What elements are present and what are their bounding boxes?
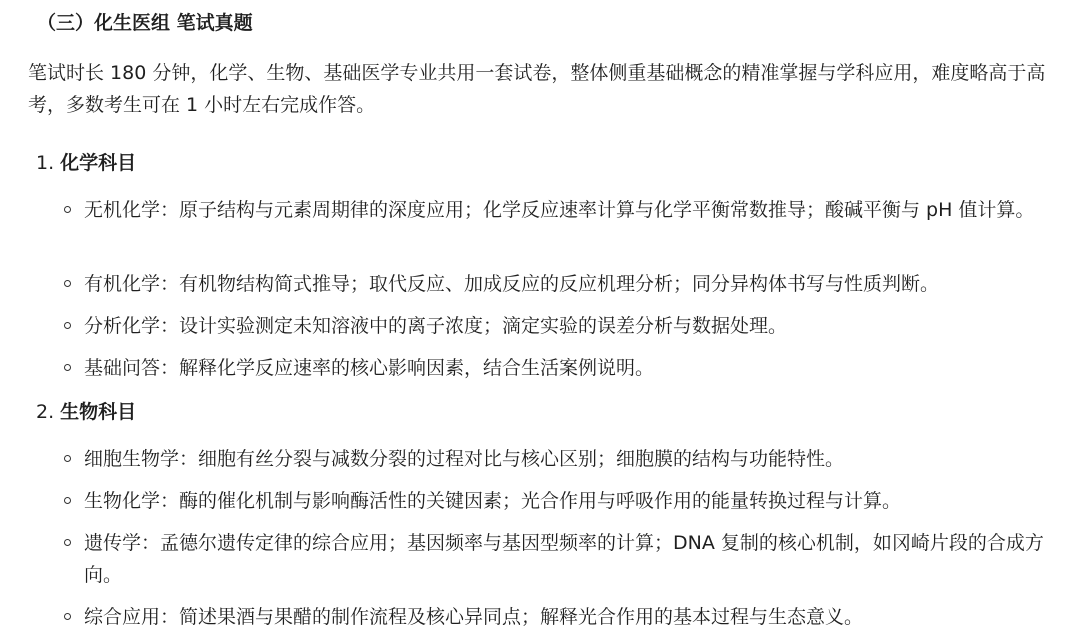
list-item-text: 分析化学：设计实验测定未知溶液中的离子浓度；滴定实验的误差分析与数据处理。 — [84, 315, 788, 337]
circle-bullet-icon — [64, 497, 71, 504]
circle-bullet-icon — [64, 322, 71, 329]
circle-bullet-icon — [64, 280, 71, 287]
circle-bullet-icon — [64, 206, 71, 213]
list-item — [64, 443, 1058, 475]
list-item-text: 生物化学：酶的催化机制与影响酶活性的关键因素；光合作用与呼吸作用的能量转换过程与计算。 — [84, 490, 902, 512]
circle-bullet-icon — [64, 455, 71, 462]
list-item — [64, 601, 1058, 633]
circle-bullet-icon — [64, 613, 71, 620]
list-item-text: 遗传学：孟德尔遗传定律的综合应用；基因频率与基因型频率的计算；DNA 复制的核心机制，如冈崎片段的合成方向。 — [84, 532, 1044, 586]
intro-paragraph: 笔试时长 180 分钟，化学、生物、基础医学专业共用一套试卷，整体侧重基础概念的精准掌握与学科应用，难度略高于高考，多数考生可在 1 小时左右完成作答。 — [28, 62, 1046, 116]
list-item-text: 有机化学：有机物结构简式推导；取代反应、加成反应的反应机理分析；同分异构体书写与性质判断。 — [84, 273, 940, 295]
section-heading: （三）化生医组 笔试真题 — [37, 12, 253, 34]
section-title-chemistry — [36, 148, 136, 178]
circle-bullet-icon — [64, 539, 71, 546]
list-item-text: 基础问答：解释化学反应速率的核心影响因素，结合生活案例说明。 — [84, 357, 655, 379]
list-item — [64, 268, 1058, 300]
list-item — [64, 310, 1058, 342]
section-number: 2. — [36, 401, 55, 423]
section-name: 化学科目 — [60, 152, 137, 174]
section-name: 生物科目 — [60, 401, 137, 423]
list-item-text: 综合应用：简述果酒与果醋的制作流程及核心异同点；解释光合作用的基本过程与生态意义。 — [84, 606, 864, 628]
list-item — [64, 527, 1058, 591]
list-item — [64, 485, 1058, 517]
list-item — [64, 352, 1058, 384]
circle-bullet-icon — [64, 364, 71, 371]
list-item — [64, 194, 1058, 226]
section-number: 1. — [36, 152, 55, 174]
section-title-biology — [36, 397, 136, 427]
list-item-text: 无机化学：原子结构与元素周期律的深度应用；化学反应速率计算与化学平衡常数推导；酸碱平衡与 pH 值计算。 — [84, 199, 1035, 221]
list-item-text: 细胞生物学：细胞有丝分裂与减数分裂的过程对比与核心区别；细胞膜的结构与功能特性。 — [84, 448, 845, 470]
